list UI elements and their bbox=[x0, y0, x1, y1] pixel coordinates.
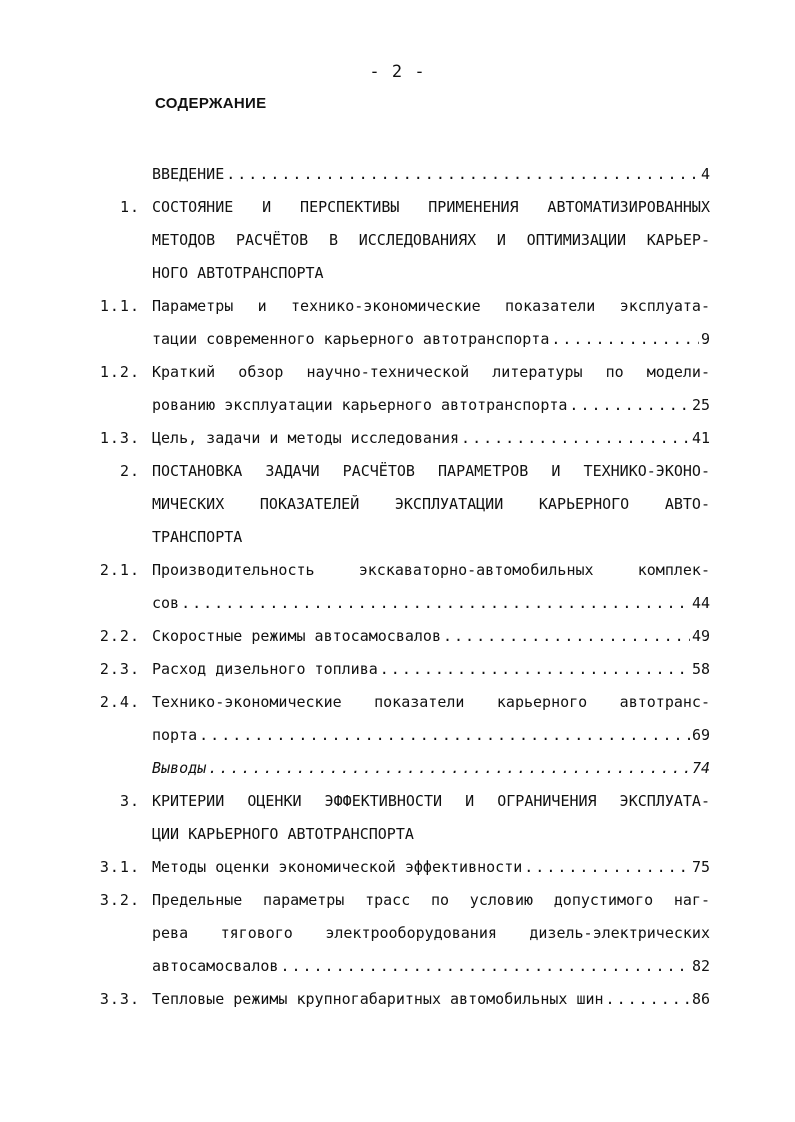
toc-entry bbox=[0, 785, 795, 851]
section-number: 1. bbox=[119, 198, 140, 216]
entry-title: СОСТОЯНИЕ И ПЕРСПЕКТИВЫ ПРИМЕНЕНИЯ АВТОМАТИЗИРОВАННЫХ bbox=[152, 198, 710, 216]
dot-leader bbox=[443, 620, 690, 653]
entry-text bbox=[152, 719, 710, 752]
entry-title: НОГО АВТОТРАНСПОРТА bbox=[152, 264, 324, 282]
section-number: 2.4. bbox=[99, 693, 140, 711]
entry-text bbox=[152, 587, 710, 620]
entry-title: Методы оценки экономической эффективности bbox=[152, 858, 523, 876]
dot-leader bbox=[569, 389, 690, 422]
page-ref: 41 bbox=[691, 429, 710, 447]
dot-leader bbox=[551, 323, 699, 356]
toc-entry bbox=[0, 554, 795, 620]
section-number: 2.3. bbox=[99, 660, 140, 678]
toc-line bbox=[0, 917, 795, 950]
toc-line bbox=[0, 851, 795, 884]
section-number: 1.1. bbox=[99, 297, 140, 315]
toc-line bbox=[0, 587, 795, 620]
table-of-contents bbox=[0, 158, 795, 1016]
page-ref: 44 bbox=[691, 594, 710, 612]
toc-line bbox=[0, 455, 795, 488]
page-ref: 49 bbox=[691, 627, 710, 645]
toc-line bbox=[0, 422, 795, 455]
entry-title: Расход дизельного топлива bbox=[152, 660, 378, 678]
page-ref: 74 bbox=[691, 759, 710, 777]
entry-title: ЦИИ КАРЬЕРНОГО АВТОТРАНСПОРТА bbox=[152, 825, 414, 843]
toc-line bbox=[0, 290, 795, 323]
toc-entry bbox=[0, 356, 795, 422]
entry-title: автосамосвалов bbox=[152, 957, 279, 975]
toc-entry bbox=[0, 158, 795, 191]
page-ref: 25 bbox=[691, 396, 710, 414]
page-ref: 75 bbox=[691, 858, 710, 876]
page-ref: 69 bbox=[691, 726, 710, 744]
toc-line bbox=[0, 521, 795, 554]
entry-text bbox=[152, 323, 710, 356]
dot-leader bbox=[524, 851, 690, 884]
toc-line bbox=[0, 554, 795, 587]
toc-line bbox=[0, 653, 795, 686]
toc-line bbox=[0, 686, 795, 719]
toc-entry bbox=[0, 653, 795, 686]
section-number: 3.2. bbox=[99, 891, 140, 909]
toc-entry bbox=[0, 422, 795, 455]
section-number: 2. bbox=[119, 462, 140, 480]
page-ref: 82 bbox=[691, 957, 710, 975]
entry-title: Цель, задачи и методы исследования bbox=[152, 429, 460, 447]
toc-line bbox=[0, 752, 795, 785]
entry-title: Технико-экономические показатели карьерного автотранс- bbox=[152, 693, 710, 711]
toc-line bbox=[0, 818, 795, 851]
dot-leader bbox=[208, 752, 690, 785]
toc-line bbox=[0, 719, 795, 752]
section-number: 2.2. bbox=[99, 627, 140, 645]
toc-entry bbox=[0, 851, 795, 884]
entry-title: Выводы bbox=[152, 759, 207, 777]
entry-text bbox=[152, 422, 710, 455]
page-ref: 9 bbox=[700, 330, 710, 348]
section-number: 2.1. bbox=[99, 561, 140, 579]
toc-entry bbox=[0, 884, 795, 983]
entry-text bbox=[152, 851, 710, 884]
page-ref: 58 bbox=[691, 660, 710, 678]
entry-text bbox=[152, 950, 710, 983]
entry-title: Предельные параметры трасс по условию допустимого наг- bbox=[152, 891, 710, 909]
toc-line bbox=[0, 191, 795, 224]
toc-entry bbox=[0, 620, 795, 653]
entry-title: Краткий обзор научно-технической литературы по модели- bbox=[152, 363, 710, 381]
entry-title: МЕТОДОВ РАСЧЁТОВ В ИССЛЕДОВАНИЯХ И ОПТИМИЗАЦИИ КАРЬЕР- bbox=[152, 231, 710, 249]
toc-line bbox=[0, 356, 795, 389]
toc-line bbox=[0, 785, 795, 818]
toc-line bbox=[0, 158, 795, 191]
entry-text bbox=[152, 389, 710, 422]
entry-title: тации современного карьерного автотранспорта bbox=[152, 330, 550, 348]
section-number: 3. bbox=[119, 792, 140, 810]
toc-line bbox=[0, 488, 795, 521]
entry-title: Параметры и технико-экономические показатели эксплуата- bbox=[152, 297, 710, 315]
dot-leader bbox=[181, 587, 690, 620]
entry-title: Тепловые режимы крупногабаритных автомобильных шин bbox=[152, 990, 604, 1008]
toc-line bbox=[0, 620, 795, 653]
section-number: 3.3. bbox=[99, 990, 140, 1008]
entry-title: порта bbox=[152, 726, 198, 744]
entry-title: сов bbox=[152, 594, 180, 612]
entry-title: ТРАНСПОРТА bbox=[152, 528, 243, 546]
section-number: 1.3. bbox=[99, 429, 140, 447]
toc-line bbox=[0, 257, 795, 290]
toc-line bbox=[0, 950, 795, 983]
dot-leader bbox=[461, 422, 690, 455]
page-ref: 4 bbox=[700, 165, 710, 183]
entry-title: Производительность экскаваторно-автомобильных комплек- bbox=[152, 561, 710, 579]
page-number: - 2 - bbox=[369, 62, 426, 82]
entry-title: ПОСТАНОВКА ЗАДАЧИ РАСЧЁТОВ ПАРАМЕТРОВ И ТЕХНИКО-ЭКОНО- bbox=[152, 462, 710, 480]
entry-text bbox=[152, 158, 710, 191]
entry-title: МИЧЕСКИХ ПОКАЗАТЕЛЕЙ ЭКСПЛУАТАЦИИ КАРЬЕРНОГО АВТО- bbox=[152, 495, 710, 513]
section-number: 3.1. bbox=[99, 858, 140, 876]
page-ref: 86 bbox=[691, 990, 710, 1008]
dot-leader bbox=[380, 653, 690, 686]
dot-leader bbox=[226, 158, 699, 191]
toc-title: СОДЕРЖАНИЕ bbox=[155, 95, 267, 112]
dot-leader bbox=[280, 950, 690, 983]
toc-line bbox=[0, 323, 795, 356]
toc-entry bbox=[0, 191, 795, 290]
toc-entry bbox=[0, 752, 795, 785]
section-number: 1.2. bbox=[99, 363, 140, 381]
toc-entry bbox=[0, 686, 795, 752]
toc-entry bbox=[0, 983, 795, 1016]
toc-entry bbox=[0, 455, 795, 554]
entry-title: рованию эксплуатации карьерного автотранспорта bbox=[152, 396, 568, 414]
toc-line bbox=[0, 224, 795, 257]
entry-text bbox=[152, 653, 710, 686]
toc-line bbox=[0, 389, 795, 422]
entry-text bbox=[152, 752, 710, 785]
dot-leader bbox=[606, 983, 690, 1016]
entry-text bbox=[152, 620, 710, 653]
dot-leader bbox=[199, 719, 690, 752]
entry-text bbox=[152, 983, 710, 1016]
toc-line bbox=[0, 884, 795, 917]
entry-title: рева тягового электрооборудования дизель-электрических bbox=[152, 924, 710, 942]
entry-title: ВВЕДЕНИЕ bbox=[152, 165, 225, 183]
entry-title: Скоростные режимы автосамосвалов bbox=[152, 627, 441, 645]
entry-title: КРИТЕРИИ ОЦЕНКИ ЭФФЕКТИВНОСТИ И ОГРАНИЧЕНИЯ ЭКСПЛУАТА- bbox=[152, 792, 710, 810]
toc-entry bbox=[0, 290, 795, 356]
toc-line bbox=[0, 983, 795, 1016]
